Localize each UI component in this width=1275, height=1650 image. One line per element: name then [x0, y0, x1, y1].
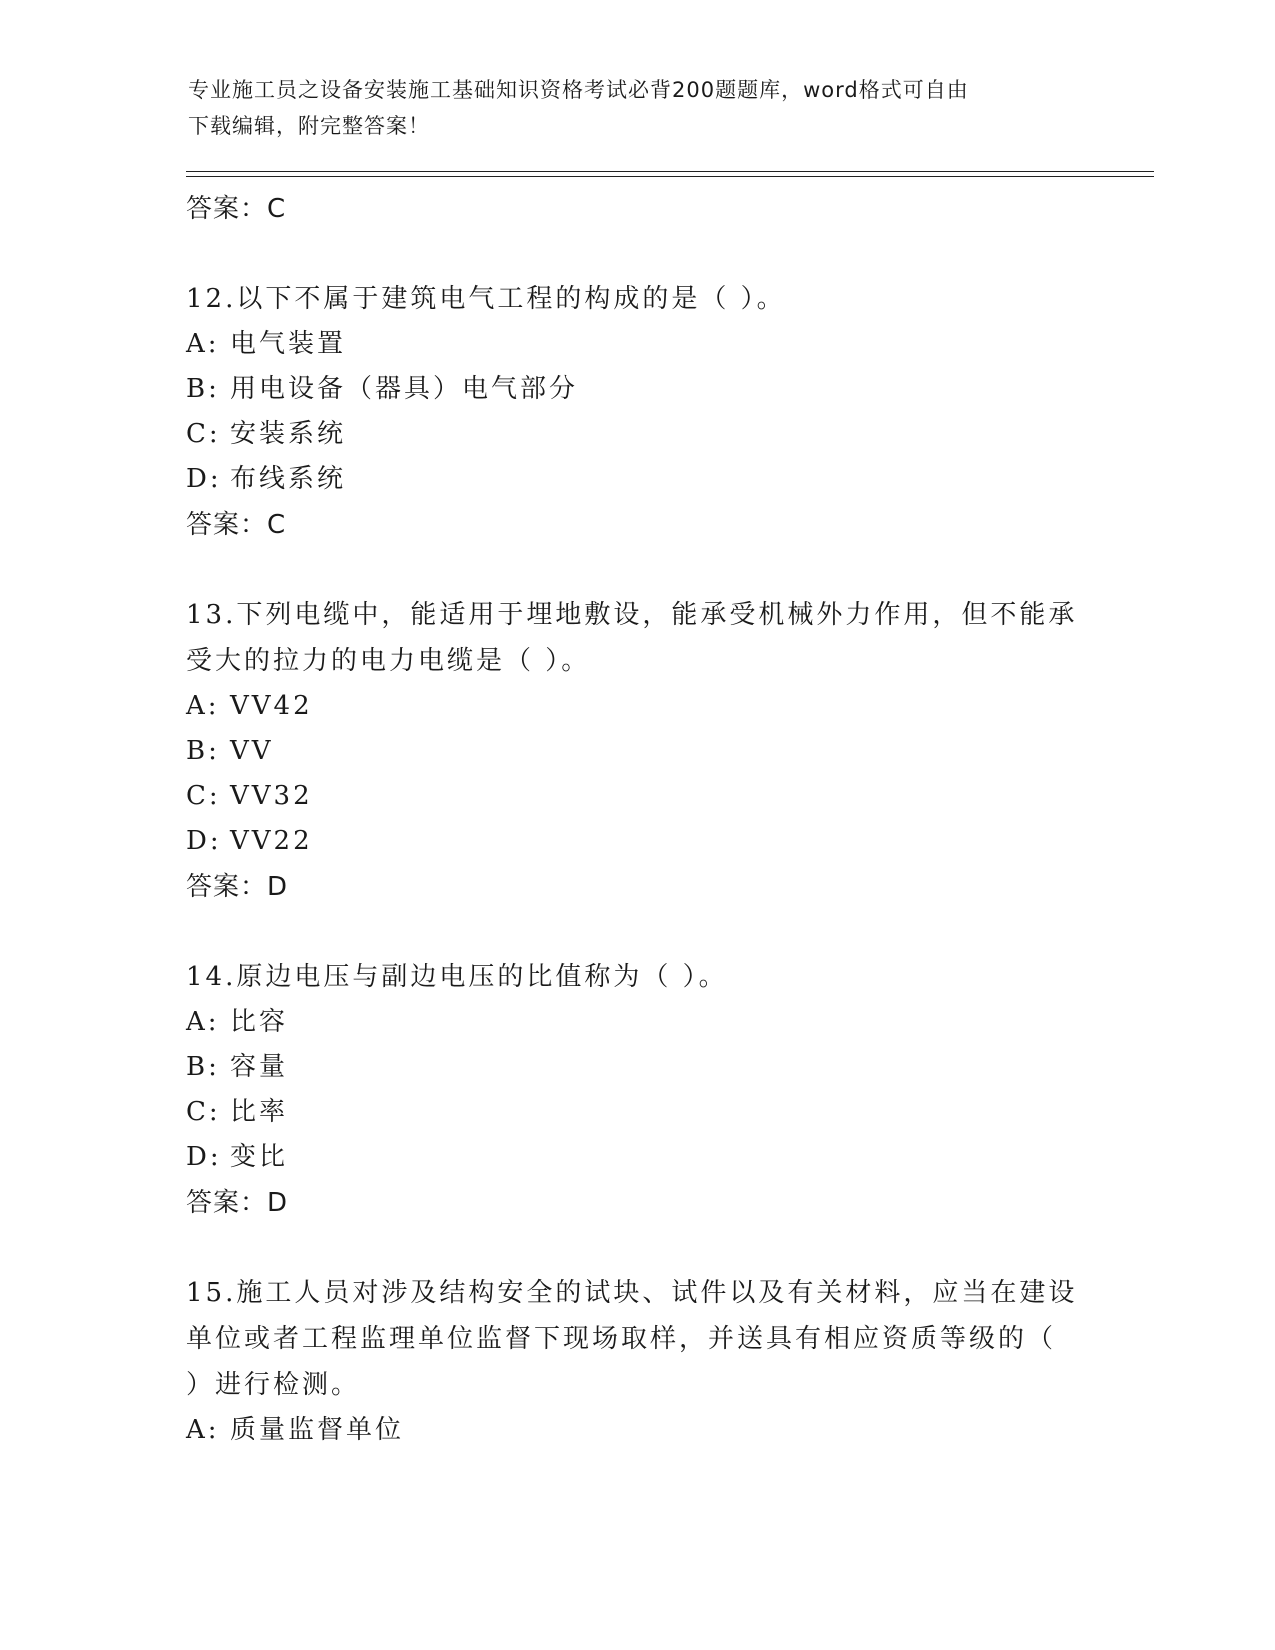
option-a — [186, 322, 1086, 367]
option-c — [186, 774, 1086, 819]
option-a — [186, 684, 1086, 729]
option-letter: A: — [186, 691, 220, 721]
question-stem — [186, 276, 1086, 322]
header-line-1: 专业施工员之设备安装施工基础知识资格考试必背200题题库，word格式可自由 — [188, 78, 969, 102]
option-b — [186, 729, 1086, 774]
option-d — [186, 457, 1086, 502]
document-header — [188, 72, 1088, 144]
question-stem-line: 受大的拉力的电力电缆是（ ）。 — [186, 646, 591, 676]
question-stem-line: 13.下列电缆中，能适用于埋地敷设，能承受机械外力作用，但不能承 — [186, 600, 1078, 630]
question-stem-line: 单位或者工程监理单位监督下现场取样，并送具有相应资质等级的（ — [186, 1324, 1057, 1354]
option-text: 安装系统 — [230, 419, 347, 449]
answer-line: 答案：C — [186, 510, 287, 540]
option-text: VV32 — [230, 781, 313, 811]
option-letter: C: — [186, 1097, 221, 1127]
answer-line: 答案：D — [186, 872, 289, 902]
option-letter: C: — [186, 781, 221, 811]
option-text: 布线系统 — [230, 464, 347, 494]
option-text: VV — [230, 736, 274, 766]
answer-line: 答案：D — [186, 1188, 289, 1218]
option-text: 变比 — [230, 1142, 289, 1172]
option-text: 用电设备（器具）电气部分 — [230, 374, 579, 404]
option-letter: D: — [186, 464, 222, 494]
option-b — [186, 367, 1086, 412]
header-line-2: 下载编辑，附完整答案！ — [188, 114, 430, 138]
option-letter: A: — [186, 1007, 220, 1037]
option-b — [186, 1045, 1086, 1090]
question-stem — [186, 1270, 1086, 1408]
question-stem — [186, 592, 1086, 684]
option-a — [186, 1000, 1086, 1045]
question-item — [186, 276, 1086, 548]
option-text: VV22 — [230, 826, 313, 856]
option-a — [186, 1408, 1086, 1453]
option-letter: D: — [186, 826, 222, 856]
option-letter: C: — [186, 419, 221, 449]
header-rule-top — [186, 171, 1154, 172]
option-text: 比率 — [230, 1097, 289, 1127]
option-text: 比容 — [230, 1007, 289, 1037]
option-letter: A: — [186, 1415, 220, 1445]
question-content — [186, 186, 1086, 1453]
option-letter: A: — [186, 329, 220, 359]
question-item — [186, 1270, 1086, 1453]
option-text: 电气装置 — [230, 329, 347, 359]
answer-line: 答案：C — [186, 194, 287, 224]
question-stem-line: 14.原边电压与副边电压的比值称为（ ）。 — [186, 962, 728, 992]
option-text: VV42 — [230, 691, 313, 721]
question-item — [186, 592, 1086, 910]
option-c — [186, 1090, 1086, 1135]
option-d — [186, 819, 1086, 864]
option-text: 容量 — [230, 1052, 289, 1082]
option-c — [186, 412, 1086, 457]
option-letter: B: — [186, 736, 220, 766]
option-text: 质量监督单位 — [230, 1415, 405, 1445]
question-stem — [186, 954, 1086, 1000]
question-stem-line: 15.施工人员对涉及结构安全的试块、试件以及有关材料，应当在建设 — [186, 1278, 1078, 1308]
question-stem-line: ）进行检测。 — [186, 1370, 361, 1400]
option-letter: D: — [186, 1142, 222, 1172]
option-letter: B: — [186, 1052, 220, 1082]
header-rule-bottom — [186, 176, 1154, 177]
option-letter: B: — [186, 374, 220, 404]
question-item — [186, 954, 1086, 1226]
option-d — [186, 1135, 1086, 1180]
question-stem-line: 12.以下不属于建筑电气工程的构成的是（ ）。 — [186, 284, 786, 314]
